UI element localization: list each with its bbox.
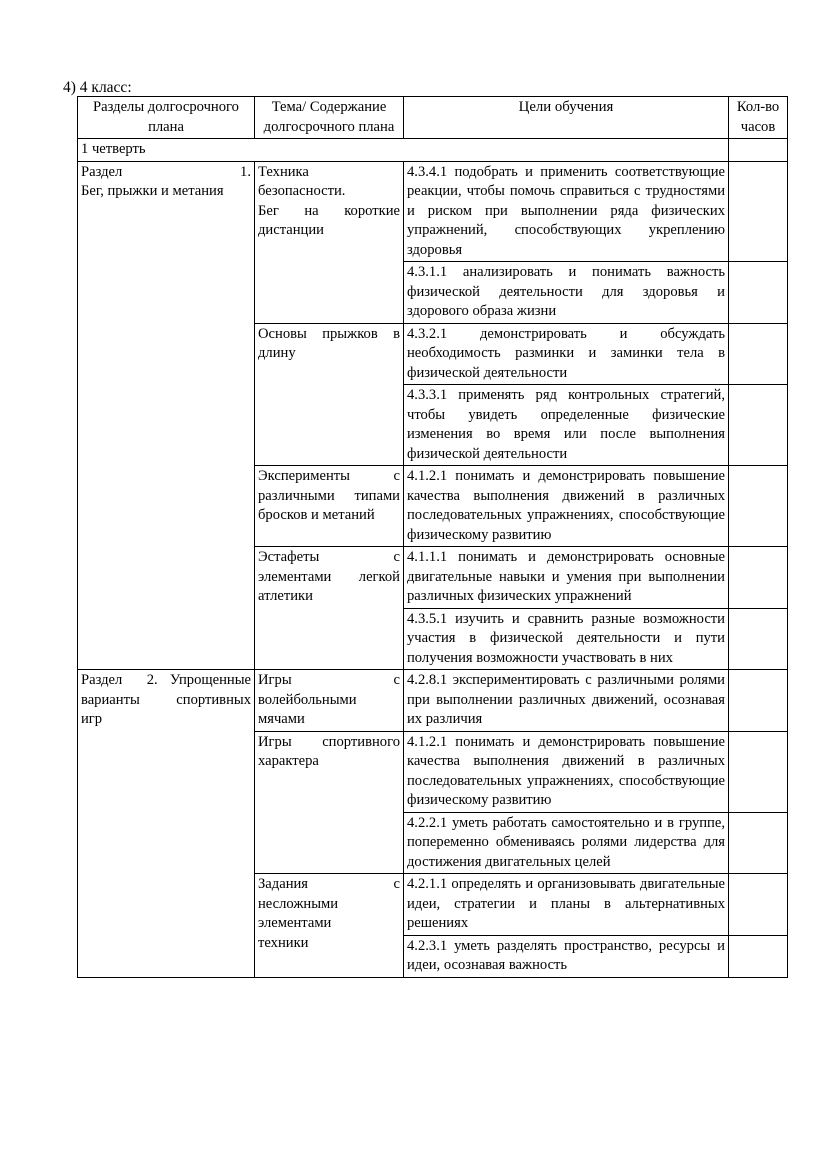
- hours-value: [729, 323, 788, 385]
- hours-value: [729, 608, 788, 670]
- learning-goal: 4.1.2.1 понимать и демонстрировать повышение качества выполнения движений в различных последовательных упражнениях, способствующие физическому развитию: [404, 731, 729, 812]
- hours-value: [729, 874, 788, 936]
- hours-value: [729, 547, 788, 609]
- hours-value: [729, 466, 788, 547]
- topic-title-1-4: Эстафеты с элементами легкой атлетики: [255, 547, 404, 670]
- topic-title-1-3: Эксперименты с различными типами бросков и метаний: [255, 466, 404, 547]
- hours-value: [729, 161, 788, 262]
- topic-title-2-3: Задания с несложными элементами техники: [255, 874, 404, 978]
- table-row: [78, 670, 788, 732]
- section-name-2: Раздел 2. Упрощенные варианты спортивных игр: [78, 670, 255, 978]
- learning-goal: 4.3.1.1 анализировать и понимать важность физической деятельности для здоровья и здорового образа жизни: [404, 262, 729, 324]
- learning-goal: 4.2.1.1 определять и организовывать двигательные идеи, стратегии и планы в альтернативных решениях: [404, 874, 729, 936]
- learning-goal: 4.2.2.1 уметь работать самостоятельно и в группе, попеременно обмениваясь ролями лидерства для достижения двигательных целей: [404, 812, 729, 874]
- header-sections: Разделы долгосрочного плана: [78, 97, 255, 139]
- learning-goal: 4.3.2.1 демонстрировать и обсуждать необходимость разминки и заминки тела в физической деятельности: [404, 323, 729, 385]
- header-goals: Цели обучения: [404, 97, 729, 139]
- learning-goal: 4.2.8.1 экспериментировать с различными ролями при выполнении различных движений, осознавая их различия: [404, 670, 729, 732]
- section-name-1: Раздел 1. Бег, прыжки и метания: [78, 161, 255, 670]
- topic-title-2-1: Игры с волейбольными мячами: [255, 670, 404, 732]
- topic-title-1-2: Основы прыжков в длину: [255, 323, 404, 466]
- learning-goal: 4.2.3.1 уметь разделять пространство, ресурсы и идеи, осознавая важность: [404, 935, 729, 977]
- learning-goal: 4.3.4.1 подобрать и применить соответствующие реакции, чтобы помочь справиться с трудностями и риском при выполнении ряда физических упражнений, способствующих укреплению здоровья: [404, 161, 729, 262]
- table-row: [78, 161, 788, 262]
- page-title: 4) 4 класс:: [63, 79, 132, 96]
- hours-value: [729, 385, 788, 466]
- topic-title-1-1: Техника безопасности. Бег на короткие дистанции: [255, 161, 404, 323]
- hours-value: [729, 935, 788, 977]
- learning-goal: 4.1.1.1 понимать и демонстрировать основные двигательные навыки и умения при выполнении различных физических упражнений: [404, 547, 729, 609]
- learning-goal: 4.3.5.1 изучить и сравнить разные возможности участия в физической деятельности и пути получения возможности участвовать в них: [404, 608, 729, 670]
- quarter-hours: [729, 139, 788, 162]
- header-topic: Тема/ Содержание долгосрочного плана: [255, 97, 404, 139]
- quarter-row: [78, 139, 788, 162]
- header-hours: Кол-во часов: [729, 97, 788, 139]
- topic-title-2-2: Игры спортивного характера: [255, 731, 404, 874]
- table-header-row: [78, 97, 788, 139]
- quarter-label: 1 четверть: [78, 139, 729, 162]
- hours-value: [729, 731, 788, 812]
- long-term-plan-table: [77, 96, 788, 978]
- hours-value: [729, 262, 788, 324]
- learning-goal: 4.3.3.1 применять ряд контрольных стратегий, чтобы увидеть определенные физические изменения во время или после выполнения физической деятельности: [404, 385, 729, 466]
- hours-value: [729, 812, 788, 874]
- hours-value: [729, 670, 788, 732]
- learning-goal: 4.1.2.1 понимать и демонстрировать повышение качества выполнения движений в различных последовательных упражнениях, способствующие физическому развитию: [404, 466, 729, 547]
